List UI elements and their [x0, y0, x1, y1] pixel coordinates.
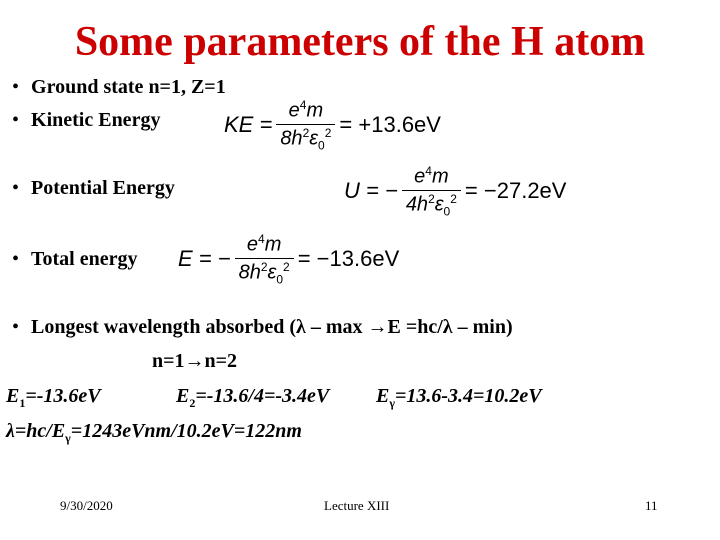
- equation-lhs: KE =: [224, 112, 273, 138]
- fraction-numerator: $e^4m$: [246, 232, 282, 256]
- bullet-text: Potential Energy: [31, 177, 175, 199]
- calc-e1: $E_1=-13.6eV$: [6, 385, 101, 410]
- bullet-text: Longest wavelength absorbed (λ – max →E =hc/λ – min): [31, 316, 513, 338]
- fraction-denominator: $8h^2\varepsilon_0^2$: [235, 258, 294, 287]
- equation-lhs: E = −: [178, 246, 231, 272]
- calc-egamma: $E_\gamma=13.6-3.4=10.2eV$: [376, 385, 542, 410]
- fraction-numerator: $e^4m$: [414, 164, 449, 188]
- bullet-potential-energy: [12, 177, 175, 200]
- equation-potential-energy: [344, 164, 566, 218]
- bullet-kinetic-energy: [12, 109, 160, 132]
- equation-fraction: [402, 164, 461, 218]
- bullet-dot-icon: •: [12, 248, 20, 270]
- equation-lhs: U = −: [344, 178, 398, 204]
- footer-date: 9/30/2020: [60, 498, 113, 513]
- bullet-text: Ground state n=1, Z=1: [31, 76, 226, 98]
- bullet-text: Total energy: [31, 248, 138, 270]
- slide-title: Some parameters of the H atom: [74, 19, 646, 65]
- equation-fraction: [235, 232, 294, 286]
- equation-rhs: = +13.6eV: [339, 112, 441, 138]
- bullet-dot-icon: •: [12, 177, 20, 199]
- bullet-ground-state: [12, 76, 226, 99]
- bullet-dot-icon: •: [12, 76, 20, 98]
- bullet-dot-icon: •: [12, 109, 20, 131]
- equation-fraction: [276, 98, 335, 152]
- fraction-denominator: $4h^2\varepsilon_0^2$: [402, 190, 461, 219]
- fraction-denominator: $8h^2\varepsilon_0^2$: [276, 124, 335, 153]
- equation-rhs: = −27.2eV: [464, 178, 567, 204]
- equation-kinetic-energy: [224, 98, 441, 152]
- calc-e2: $E_2=-13.6/4=-3.4eV$: [176, 385, 330, 410]
- transition-text: n=1→n=2: [152, 350, 238, 372]
- calc-lambda: $\lambda=hc/E_\gamma=1243eVnm/10.2eV=122nm$: [6, 420, 302, 445]
- equation-total-energy: [178, 232, 399, 286]
- bullet-dot-icon: •: [12, 316, 20, 338]
- bullet-longest-wavelength: [12, 316, 513, 339]
- equation-rhs: = −13.6eV: [297, 246, 400, 272]
- footer-lecture: Lecture XIII: [324, 498, 390, 513]
- fraction-numerator: $e^4m$: [288, 98, 324, 122]
- bullet-total-energy: [12, 248, 138, 271]
- bullet-text: Kinetic Energy: [31, 109, 161, 131]
- footer-page-number: 11: [645, 498, 658, 513]
